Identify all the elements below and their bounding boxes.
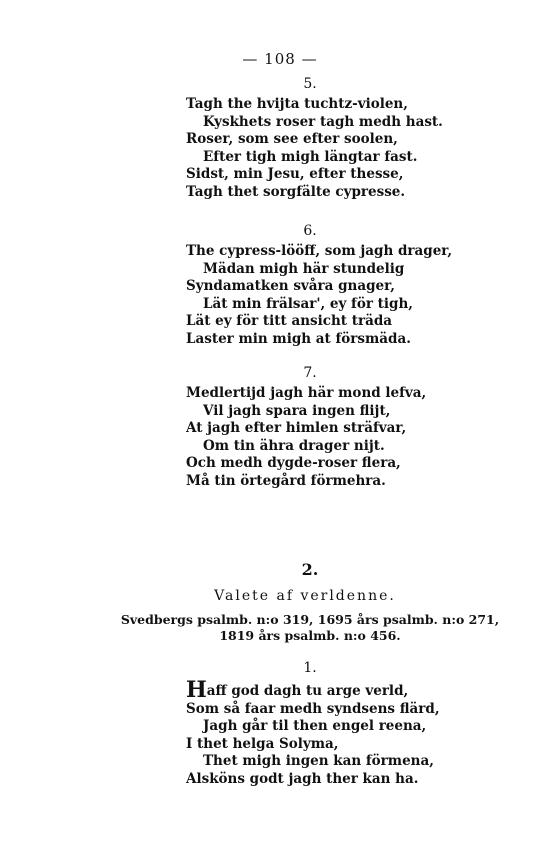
verse-line: Syndamatken svåra gnager, — [186, 278, 395, 295]
verse-line: Thet migh ingen kan förmena, — [203, 753, 434, 770]
verse-line-text: aff god dagh tu arge verld, — [206, 683, 409, 699]
drop-cap: H — [186, 677, 207, 703]
stanza — [186, 385, 426, 491]
verse-line: Mädan migh här stundelig — [203, 260, 405, 277]
verse-line: Och medh dygde-roser flera, — [186, 455, 401, 472]
verse-line: Tagh the hvijta tuchtz-violen, — [186, 96, 408, 112]
verse-line — [186, 677, 440, 703]
stanza — [186, 677, 440, 789]
verse-line: Jagh går til then engel reena, — [203, 718, 427, 735]
verse-line: Må tin örtegård förmehra. — [186, 472, 386, 489]
hymn-source-reference: Svedbergs psalmb. n:o 319, 1695 års psalmb. n:o 271, 1819 års psalmb. n:o 456. — [120, 612, 500, 643]
verse-line: Roser, som see efter soolen, — [186, 131, 398, 148]
hymn-number: 2. — [301, 560, 319, 579]
stanza-number: 1. — [303, 660, 317, 676]
stanza — [186, 96, 443, 202]
verse-line: Kyskhets roser tagh medh hast. — [203, 113, 443, 130]
verse-line: Lät min frälsar', ey för tigh, — [203, 295, 413, 312]
verse-line: Som så faar medh syndsens flärd, — [186, 700, 440, 717]
hymn-title: Valete af verldenne. — [214, 588, 396, 604]
stanza-number: 6. — [303, 223, 317, 239]
verse-line: Lät ey för titt ansicht träda — [186, 313, 393, 330]
verse-line: I thet helga Solyma, — [186, 735, 339, 752]
verse-line: Efter tigh migh längtar fast. — [203, 148, 418, 165]
verse-line: Om tin ähra drager nijt. — [203, 437, 385, 454]
verse-line: Laster min migh at försmäda. — [186, 330, 411, 347]
stanza-number: 5. — [303, 76, 317, 92]
verse-line: At jagh efter himlen sträfvar, — [186, 420, 407, 437]
verse-line: Medlertijd jagh här mond lefva, — [186, 385, 427, 401]
stanza — [186, 243, 452, 349]
verse-line: Vil jagh spara ingen flijt, — [203, 402, 391, 419]
stanza-number: 7. — [303, 365, 317, 381]
verse-line: Tagh thet sorgfälte cypresse. — [186, 183, 406, 200]
page-number: — 108 — — [242, 50, 318, 68]
verse-line: Alsköns godt jagh ther kan ha. — [186, 770, 419, 787]
verse-line: Sidst, min Jesu, efter thesse, — [186, 166, 404, 183]
verse-line: The cypress-lööff, som jagh drager, — [186, 243, 453, 259]
